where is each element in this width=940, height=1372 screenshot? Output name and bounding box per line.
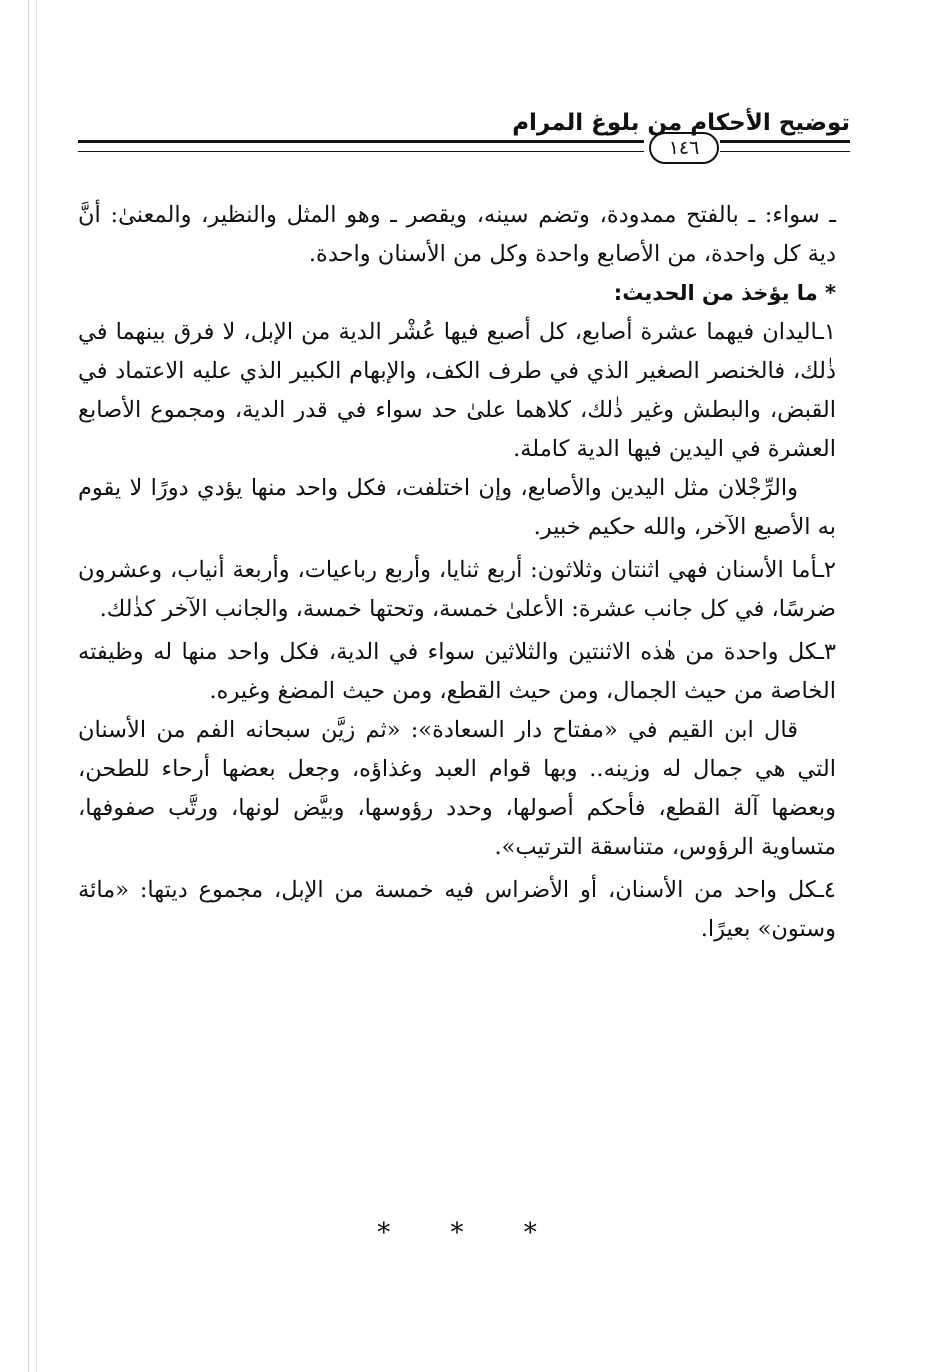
- list-item-body: كل واحدة من هٰذه الاثنتين والثلاثين سواء في الدية، فكل واحد منها له وظيفته الخاصة من حيث الجمال، ومن حيث القطع، ومن حيث المضغ وغيره.: [78, 639, 836, 704]
- list-item-number: ٣ـ: [817, 639, 836, 665]
- list-item-text: [78, 551, 836, 629]
- list-item-text: [78, 871, 836, 949]
- list-item-number: ٢ـ: [817, 557, 836, 583]
- page-body: [78, 196, 836, 953]
- running-title: توضيح الأحكام من بلوغ المرام: [512, 110, 850, 136]
- scan-edge-line: [28, 0, 29, 1372]
- list-item: [78, 313, 836, 547]
- list-item-text: [78, 633, 836, 711]
- header-rule-left: [78, 140, 644, 152]
- list-item-number: ٤ـ: [817, 877, 836, 903]
- list-item-body: اليدان فيهما عشرة أصابع، كل أصبع فيها عُشْر الدية من الإبل، لا فرق بينهما في ذٰلك، فالخنصر الصغير الذي في طرف الكف، والإبهام الكبير الذي عليه الاعتماد في القبض، والبطش وغير ذٰلك، كلاهما علىٰ حد سواء في قدر الدية، ومجموع الأصابع العشرة في اليدين فيها الدية كاملة.: [78, 319, 836, 462]
- list-item: [78, 551, 836, 629]
- list-item: [78, 871, 836, 949]
- section-separator: * * *: [377, 1218, 563, 1248]
- list-item-number: ١ـ: [817, 319, 836, 345]
- scan-edge-line: [36, 0, 37, 1372]
- list-item-body: أما الأسنان فهي اثنتان وثلاثون: أربع ثنايا، وأربع رباعيات، وأربعة أنياب، وعشرون ضرسًا، في كل جانب عشرة: الأعلىٰ خمسة، وتحتها خمسة، والجانب الآخر كذٰلك.: [78, 557, 836, 622]
- header-rule-right: [720, 140, 850, 152]
- list-item-text: [78, 313, 836, 469]
- page-header: [78, 104, 850, 170]
- quote-paragraph: قال ابن القيم في «مفتاح دار السعادة»: «ثم زيَّن سبحانه الفم من الأسنان التي هي جمال له وزينه.. وبها قوام العبد وغذاؤه، وجعل بعضها أرحاء للطحن، وبعضها آلة القطع، فأحكم أصولها، وحدد رؤوسها، وبيَّض لونها، ورتَّب صفوفها، متساوية الرؤوس، متناسقة الترتيب».: [78, 717, 836, 860]
- list-item-body: كل واحد من الأسنان، أو الأضراس فيه خمسة من الإبل، مجموع ديتها: «مائة وستون» بعيرًا.: [78, 877, 836, 942]
- list-item: [78, 633, 836, 867]
- page-number: ١٤٦: [649, 132, 719, 164]
- intro-paragraph: ـ سواء: ـ بالفتح ممدودة، وتضم سينه، ويقصر ـ وهو المثل والنظير، والمعنىٰ: أنَّ دية كل واحدة، من الأصابع واحدة وكل من الأسنان واحدة.: [78, 202, 836, 267]
- list-item-subparagraph: والرِّجْلان مثل اليدين والأصابع، وإن اختلفت، فكل واحد منها يؤدي دورًا لا يقوم به الأصبع الآخر، والله حكيم خبير.: [78, 475, 836, 540]
- section-heading: * ما يؤخذ من الحديث:: [613, 281, 836, 305]
